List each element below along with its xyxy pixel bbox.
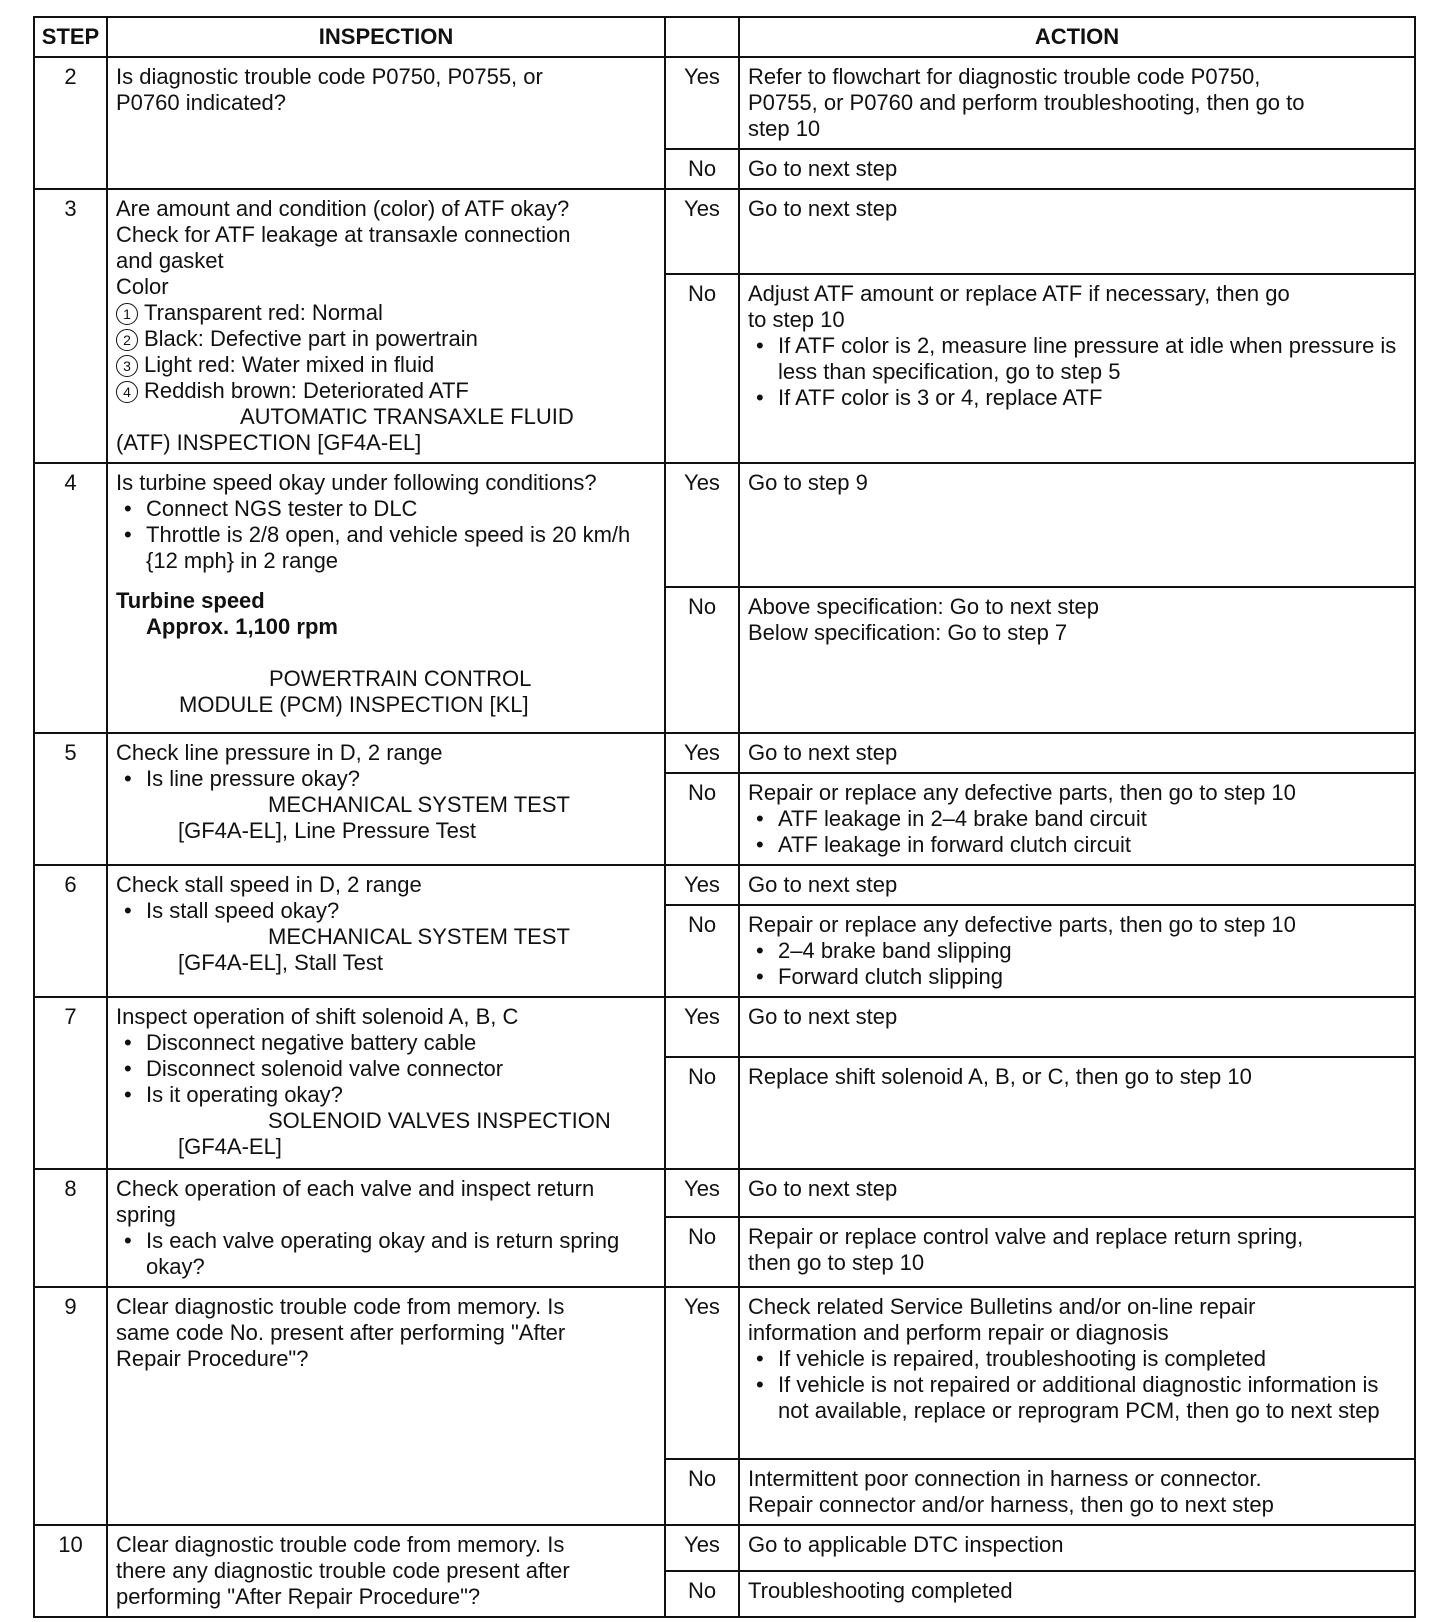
no-label: No xyxy=(665,149,739,189)
table-row xyxy=(34,1287,1415,1459)
inspection-text: Is diagnostic trouble code P0750, P0755, or xyxy=(116,64,543,89)
step-number: 6 xyxy=(34,865,107,997)
inspection-text: Check stall speed in D, 2 range xyxy=(116,872,422,897)
reference-link[interactable]: AUTOMATIC TRANSAXLE FLUID xyxy=(240,404,574,429)
no-label: No xyxy=(665,773,739,865)
reference-link[interactable]: [GF4A-EL], Line Pressure Test xyxy=(178,818,476,843)
color-item xyxy=(116,326,656,352)
inspection-cell xyxy=(107,463,665,733)
inspection-cell xyxy=(107,733,665,865)
color-text: Light red: Water mixed in fluid xyxy=(144,352,435,377)
inspection-text: Is turbine speed okay under following conditions? xyxy=(116,470,597,495)
action-cell xyxy=(739,1287,1415,1459)
action-cell xyxy=(739,997,1415,1057)
yes-label: Yes xyxy=(665,997,739,1057)
action-cell xyxy=(739,189,1415,274)
no-label: No xyxy=(665,1571,739,1617)
table-row xyxy=(34,997,1415,1057)
action-cell xyxy=(739,1525,1415,1571)
action-cell xyxy=(739,905,1415,997)
action-text: Replace shift solenoid A, B, or C, then go to step 10 xyxy=(748,1064,1252,1089)
step-number: 10 xyxy=(34,1525,107,1617)
inspection-bullet: • Is stall speed okay? xyxy=(116,898,656,924)
inspection-text: and gasket xyxy=(116,248,224,273)
action-text: Refer to flowchart for diagnostic trouble code P0750, xyxy=(748,64,1261,89)
no-label: No xyxy=(665,587,739,733)
inspection-bullet: • Is line pressure okay? xyxy=(116,766,656,792)
action-cell xyxy=(739,149,1415,189)
reference-link[interactable]: SOLENOID VALVES INSPECTION xyxy=(268,1108,611,1133)
color-item xyxy=(116,378,656,404)
step-number: 3 xyxy=(34,189,107,463)
yes-label: Yes xyxy=(665,1525,739,1571)
diagnostic-table xyxy=(33,16,1416,1618)
action-cell xyxy=(739,1571,1415,1617)
action-text: Above specification: Go to next step xyxy=(748,594,1099,619)
action-text: Adjust ATF amount or replace ATF if necessary, then go xyxy=(748,281,1290,307)
color-item xyxy=(116,300,656,326)
action-bullet: • 2–4 brake band slipping xyxy=(748,938,1406,964)
action-cell xyxy=(739,57,1415,149)
action-cell xyxy=(739,274,1415,463)
inspection-bullet: • Is it operating okay? xyxy=(116,1082,656,1108)
table-row xyxy=(34,1525,1415,1571)
no-label: No xyxy=(665,1459,739,1525)
action-bullet: • If vehicle is repaired, troubleshooting is completed xyxy=(748,1346,1406,1372)
circled-number: 2 xyxy=(116,329,138,351)
action-text: Go to applicable DTC inspection xyxy=(748,1532,1064,1557)
no-label: No xyxy=(665,1217,739,1287)
table-row xyxy=(34,57,1415,149)
action-bullet: • If ATF color is 3 or 4, replace ATF xyxy=(748,385,1406,411)
inspection-text: Check line pressure in D, 2 range xyxy=(116,740,443,765)
inspection-cell xyxy=(107,1287,665,1525)
inspection-text: Repair Procedure"? xyxy=(116,1346,309,1371)
spec-value: Approx. 1,100 rpm xyxy=(146,614,338,639)
inspection-text: performing "After Repair Procedure"? xyxy=(116,1584,481,1609)
color-text: Reddish brown: Deteriorated ATF xyxy=(144,378,469,403)
color-text: Transparent red: Normal xyxy=(144,300,383,325)
action-text: Below specification: Go to step 7 xyxy=(748,620,1068,645)
action-text: step 10 xyxy=(748,116,821,141)
inspection-text: P0760 indicated? xyxy=(116,90,287,115)
reference-link[interactable]: [GF4A-EL], Stall Test xyxy=(178,950,384,975)
reference-link[interactable]: POWERTRAIN CONTROL xyxy=(269,666,532,691)
inspection-text: Are amount and condition (color) of ATF okay? xyxy=(116,196,570,221)
action-text: Go to step 9 xyxy=(748,470,868,495)
action-bullet: • ATF leakage in 2–4 brake band circuit xyxy=(748,806,1406,832)
step-number: 8 xyxy=(34,1169,107,1287)
inspection-text: Inspect operation of shift solenoid A, B, C xyxy=(116,1004,519,1029)
action-cell xyxy=(739,773,1415,865)
no-label: No xyxy=(665,1057,739,1169)
color-item xyxy=(116,352,656,378)
yes-label: Yes xyxy=(665,865,739,905)
action-text: Go to next step xyxy=(748,156,898,181)
table-row xyxy=(34,865,1415,905)
reference-link[interactable]: MECHANICAL SYSTEM TEST xyxy=(268,792,570,817)
action-cell xyxy=(739,1459,1415,1525)
action-bullet: • If vehicle is not repaired or additional diagnostic information is not available, replace or reprogram PCM, then go to next step xyxy=(748,1372,1406,1424)
color-text: Black: Defective part in powertrain xyxy=(144,326,478,351)
circled-number: 4 xyxy=(116,381,138,403)
yes-label: Yes xyxy=(665,463,739,587)
inspection-cell xyxy=(107,997,665,1169)
reference-link[interactable]: [GF4A-EL] xyxy=(178,1134,282,1159)
step-number: 7 xyxy=(34,997,107,1169)
table-header-row xyxy=(34,17,1415,57)
action-text: Repair or replace any defective parts, then go to step 10 xyxy=(748,780,1296,805)
action-text: Check related Service Bulletins and/or on-line repair xyxy=(748,1294,1256,1319)
action-text: Go to next step xyxy=(748,1176,898,1201)
inspection-text: spring xyxy=(116,1202,176,1227)
header-action: ACTION xyxy=(739,17,1415,57)
action-cell xyxy=(739,463,1415,587)
action-text: Repair connector and/or harness, then go to next step xyxy=(748,1492,1274,1517)
yes-label: Yes xyxy=(665,189,739,274)
yes-label: Yes xyxy=(665,57,739,149)
inspection-bullet: • Throttle is 2/8 open, and vehicle speed is 20 km/h {12 mph} in 2 range xyxy=(116,522,656,574)
table-row xyxy=(34,463,1415,587)
reference-link[interactable]: MODULE (PCM) INSPECTION [KL] xyxy=(179,692,529,717)
action-text: to step 10 xyxy=(748,307,845,333)
action-bullet: • ATF leakage in forward clutch circuit xyxy=(748,832,1406,858)
circled-number: 1 xyxy=(116,303,138,325)
yes-label: Yes xyxy=(665,1287,739,1459)
action-text: Go to next step xyxy=(748,872,898,897)
action-text: Repair or replace control valve and replace return spring, xyxy=(748,1223,1304,1249)
action-text: P0755, or P0760 and perform troubleshooting, then go to xyxy=(748,90,1305,115)
yes-label: Yes xyxy=(665,1169,739,1217)
action-bullet: • If ATF color is 2, measure line pressure at idle when pressure is less than specification, go to step 5 xyxy=(748,333,1406,385)
step-number: 4 xyxy=(34,463,107,733)
action-text: Repair or replace any defective parts, then go to step 10 xyxy=(748,912,1296,937)
inspection-bullet: • Is each valve operating okay and is return spring okay? xyxy=(116,1228,656,1280)
action-cell xyxy=(739,733,1415,773)
inspection-cell xyxy=(107,1525,665,1617)
reference-link[interactable]: MECHANICAL SYSTEM TEST xyxy=(268,924,570,949)
step-number: 5 xyxy=(34,733,107,865)
action-text: information and perform repair or diagnosis xyxy=(748,1320,1169,1345)
action-cell xyxy=(739,865,1415,905)
step-number: 9 xyxy=(34,1287,107,1525)
inspection-cell xyxy=(107,1169,665,1287)
inspection-text: Clear diagnostic trouble code from memory. Is xyxy=(116,1294,565,1319)
action-bullet: • Forward clutch slipping xyxy=(748,964,1406,990)
inspection-bullet: • Connect NGS tester to DLC xyxy=(116,496,656,522)
inspection-text: Check operation of each valve and inspect return xyxy=(116,1176,595,1201)
action-cell xyxy=(739,587,1415,733)
action-text: Go to next step xyxy=(748,196,898,221)
action-cell xyxy=(739,1169,1415,1217)
inspection-text: Clear diagnostic trouble code from memory. Is xyxy=(116,1532,565,1557)
reference-link[interactable]: (ATF) INSPECTION [GF4A-EL] xyxy=(116,430,422,455)
action-text: Troubleshooting completed xyxy=(748,1578,1013,1603)
inspection-cell xyxy=(107,865,665,997)
table-row xyxy=(34,189,1415,274)
inspection-cell xyxy=(107,189,665,463)
action-text: Go to next step xyxy=(748,740,898,765)
table-row xyxy=(34,733,1415,773)
action-cell xyxy=(739,1217,1415,1287)
circled-number: 3 xyxy=(116,355,138,377)
action-text: Go to next step xyxy=(748,1004,898,1029)
no-label: No xyxy=(665,905,739,997)
header-inspection: INSPECTION xyxy=(107,17,665,57)
inspection-text: there any diagnostic trouble code present after xyxy=(116,1558,570,1583)
action-text: then go to step 10 xyxy=(748,1249,925,1275)
action-cell xyxy=(739,1057,1415,1169)
inspection-text: same code No. present after performing "After xyxy=(116,1320,566,1345)
header-yes-no xyxy=(665,17,739,57)
yes-label: Yes xyxy=(665,733,739,773)
spec-title: Turbine speed xyxy=(116,588,265,613)
header-step: STEP xyxy=(34,17,107,57)
inspection-text: Check for ATF leakage at transaxle connection xyxy=(116,222,571,247)
inspection-bullet: • Disconnect negative battery cable xyxy=(116,1030,656,1056)
inspection-cell xyxy=(107,57,665,189)
no-label: No xyxy=(665,274,739,463)
step-number: 2 xyxy=(34,57,107,189)
inspection-bullet: • Disconnect solenoid valve connector xyxy=(116,1056,656,1082)
action-text: Intermittent poor connection in harness or connector. xyxy=(748,1466,1262,1491)
inspection-text: Color xyxy=(116,274,169,299)
table-row xyxy=(34,1169,1415,1217)
